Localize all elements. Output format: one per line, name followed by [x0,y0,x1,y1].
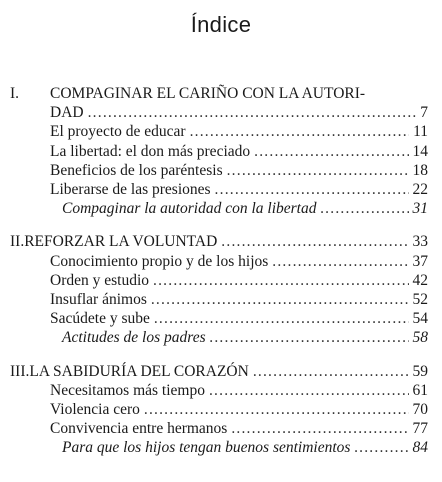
toc-heading-1-continued [0,103,442,122]
toc-section-3 [0,362,442,458]
toc-entry [0,419,442,438]
dot-leader [254,142,408,161]
dot-leader [209,381,409,400]
toc-entry [0,271,442,290]
page-number: 52 [412,291,428,309]
toc-entry [0,309,442,328]
entry-title: Sacúdete y sube [50,310,150,328]
entry-title: La libertad: el don más preciado [50,142,251,160]
entry-title: Beneficios de los paréntesis [50,161,223,179]
section-number: III. [10,362,30,380]
section-heading-line2: DAD [50,104,84,122]
page-number: 77 [412,420,428,438]
page-number: 33 [412,233,428,251]
dot-leader [190,122,410,141]
toc-entry [0,142,442,161]
table-of-contents [0,84,442,458]
page-number: 14 [412,142,428,160]
toc-entry-italic [0,328,442,347]
dot-leader [272,252,408,271]
section-number: I. [10,85,20,102]
entry-title: Orden y estudio [50,271,150,289]
toc-entry [0,180,442,199]
dot-leader [231,419,408,438]
toc-heading-2 [0,232,442,251]
entry-title: Insuflar ánimos [50,291,147,309]
toc-heading-3 [0,362,442,381]
dot-leader [253,362,409,381]
dot-leader [320,199,408,218]
toc-entry-italic [0,199,442,218]
entry-title: Violencia cero [50,401,140,419]
dot-leader [153,271,408,290]
page-number: 37 [412,252,428,270]
toc-entry [0,381,442,400]
toc-heading-1 [0,84,442,103]
dot-leader [354,438,408,457]
page-number: 84 [412,439,428,457]
section-heading: REFORZAR LA VOLUNTAD [24,233,218,251]
dot-leader [154,309,409,328]
dot-leader [144,400,409,419]
toc-entry [0,161,442,180]
dot-leader [210,328,409,347]
toc-entry-italic [0,438,442,457]
toc-entry [0,400,442,419]
page-number: 54 [412,310,428,328]
entry-title: Liberarse de las presiones [50,181,211,199]
page-number: 18 [412,161,428,179]
page-number: 7 [420,104,428,122]
page-number: 70 [412,401,428,419]
section-heading: LA SABIDURÍA DEL CORAZÓN [29,362,249,380]
toc-entry [0,252,442,271]
entry-title: Actitudes de los padres [62,329,206,347]
toc-entry [0,290,442,309]
page-number: 59 [412,362,428,380]
dot-leader [215,180,409,199]
toc-section-2 [0,232,442,347]
page-title: Índice [190,12,252,37]
entry-title: El proyecto de educar [50,123,186,141]
dot-leader [227,161,409,180]
toc-entry [0,122,442,141]
page-number: 31 [412,200,428,218]
page-number: 11 [413,123,428,141]
toc-section-1 [0,84,442,218]
dot-leader [221,232,408,251]
page-number: 58 [412,329,428,347]
section-heading-line1: COMPAGINAR EL CARIÑO CON LA AUTORI- [50,85,366,102]
page-number: 42 [412,271,428,289]
entry-title: Compaginar la autoridad con la libertad [62,200,317,218]
page-number: 22 [412,181,428,199]
entry-title: Para que los hijos tengan buenos sentimientos [62,439,351,457]
page-number: 61 [412,381,428,399]
dot-leader [88,103,417,122]
entry-title: Convivencia entre hermanos [50,420,228,438]
section-number: II. [10,233,25,251]
entry-title: Necesitamos más tiempo [50,381,205,399]
entry-title: Conocimiento propio y de los hijos [50,252,269,270]
dot-leader [151,290,409,309]
